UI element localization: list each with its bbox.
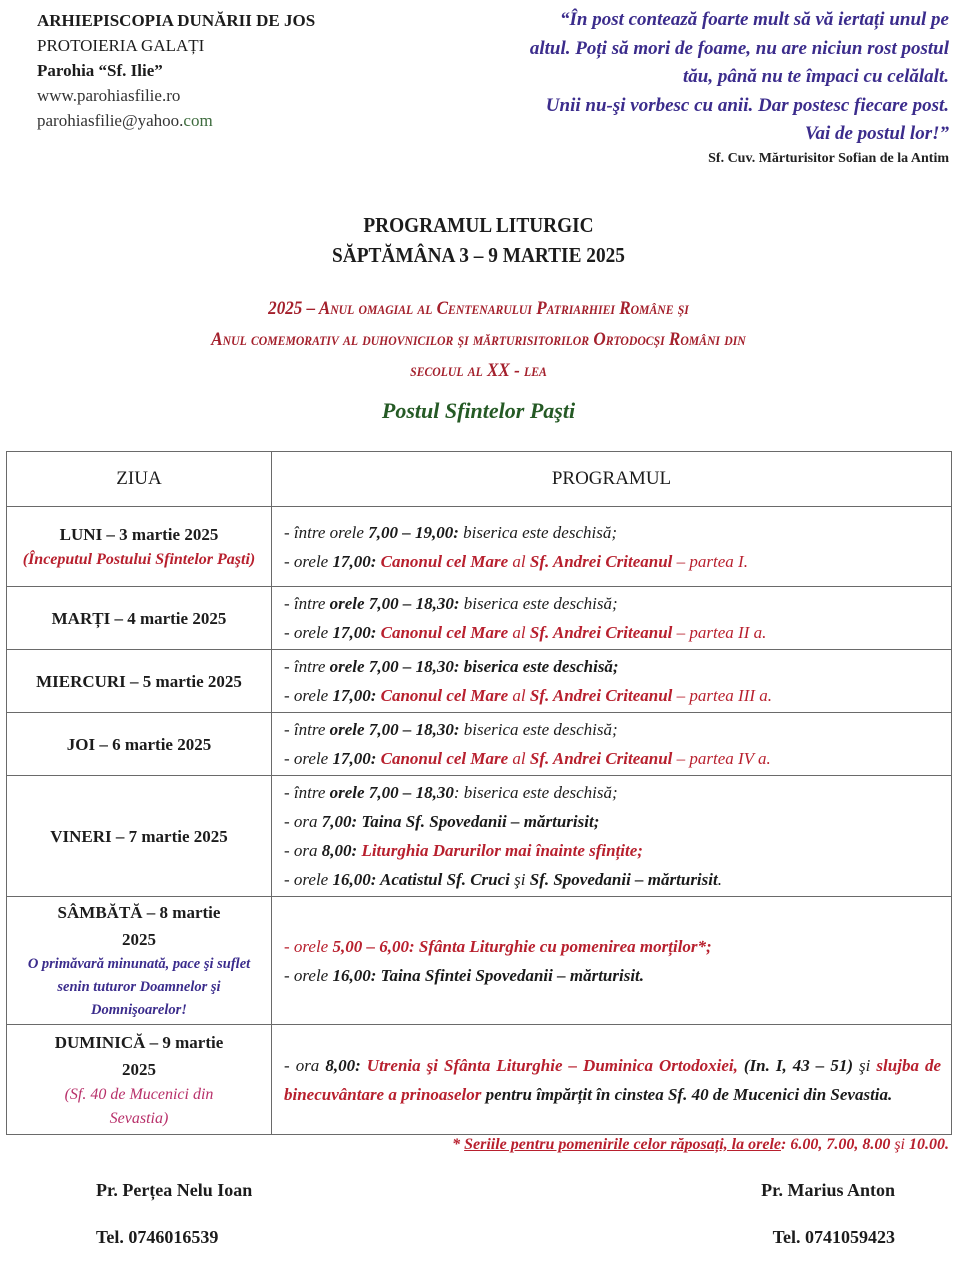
priest-name: Pr. Perțea Nelu Ioan [96,1180,253,1200]
program-text: - ora 8,00: Utrenia şi Sfânta Liturghie – Duminica Ortodoxiei, (In. I, 43 – 51) şi slujba de binecuvântare a prinoaselor pentru împărțit în cinstea Sf. 40 de Mucenici din Sevastia. [284,1055,942,1104]
program-line: - orele 17,00: Canonul cel Mare al Sf. Andrei Criteanul – partea IV a. [284,749,771,768]
table-row [7,713,952,776]
day-cell [7,587,272,650]
day-note: (Sf. 40 de Mucenici din Sevastia) [64,1085,214,1127]
program-cell [272,897,952,1025]
footnote-underlined: Seriile pentru pomenirile celor răposați, la orele [464,1136,781,1153]
program-cell [272,776,952,897]
page-title [38,210,918,270]
deanery-name: PROTOIERIA GALAȚI [37,36,205,55]
quote-text [424,6,949,149]
table-row [7,1025,952,1135]
quote-line: “În post contează foarte mult să vă iertați unul pe [559,9,949,30]
program-line: - orele 16,00: Acatistul Sf. Cruci şi Sf. Spovedanii – mărturisit. [284,870,722,889]
quote-line: Unii nu-şi vorbesc cu anii. Dar postesc fiecare post. [545,94,949,116]
program-line: - orele 17,00: Canonul cel Mare al Sf. Andrei Criteanul – partea II a. [284,623,767,642]
subtitle-line-2: Anul comemorativ al duhovnicilor şi mărturisitorilor Ortodocşi Români din [211,329,746,350]
table-row [7,776,952,897]
table-row [7,507,952,587]
table-header-row [7,452,952,507]
day-label: LUNI – 3 martie 2025 [59,525,219,544]
day-cell [7,897,272,1025]
quote-line: altul. Poți să mori de foame, nu are niciun rost postul [529,37,949,59]
program-line: - orele 16,00: Taina Sfintei Spovedanii – mărturisit. [284,965,645,985]
day-label: JOI – 6 martie 2025 [66,734,212,754]
archdiocese-name: ARHIEPISCOPIA DUNĂRII DE JOS [37,11,316,30]
season-heading: Postul Sfintelor Paşti [381,398,576,423]
parish-name: Parohia “Sf. Ilie” [37,61,163,80]
program-cell [272,713,952,776]
header-day: ZIUA [7,452,272,507]
program-line: - ora 8,00: Liturghia Darurilor mai înainte sfințite; [284,841,643,860]
day-cell [7,650,272,713]
program-line: - între orele 7,00 – 19,00: biserica este deschisă; [284,522,618,542]
day-cell [7,1025,272,1135]
title-line-1: PROGRAMUL LITURGIC [363,213,594,237]
subtitle-line-3: secolul al XX - lea [410,360,547,381]
quote-line: tău, până nu te împaci cu celălalt. [682,66,949,87]
email-link[interactable] [37,108,315,133]
program-line: - între orele 7,00 – 18,30: biserica este deschisă; [284,783,618,802]
quote-author: Sf. Cuv. Mărturisitor Sofian de la Antim [708,150,949,166]
year-dedication [102,293,855,386]
program-cell [272,507,952,587]
quote-block [424,6,949,167]
table-row [7,587,952,650]
day-cell [7,713,272,776]
subtitle-line-1: 2025 – Anul omagial al Centenarului Patriarhiei Române şi [268,298,689,319]
day-label: SÂMBĂTĂ – 8 martie 2025 [57,903,221,949]
program-line: - între orele 7,00 – 18,30: biserica este deschisă; [284,594,618,613]
parish-header [37,8,315,133]
day-note: O primăvară minunată, pace şi suflet senin tuturor Doamnelor şi Domnişoarelor! [27,956,251,1018]
priest-name: Pr. Marius Anton [761,1180,895,1200]
program-line: - între orele 7,00 – 18,30: biserica este deschisă; [284,720,618,739]
day-label: MARȚI – 4 martie 2025 [51,608,227,628]
header-program: PROGRAMUL [272,452,952,507]
day-label: VINERI – 7 martie 2025 [50,826,228,846]
table-row [7,650,952,713]
title-line-2: SĂPTĂMÂNA 3 – 9 MARTIE 2025 [332,243,625,267]
program-cell [272,1025,952,1135]
footnote: * Seriile pentru pomenirile celor răposați, la orele: 6.00, 7.00, 8.00 şi 10.00. [452,1136,949,1153]
day-label: DUMINICĂ – 9 martie 2025 [54,1032,224,1079]
day-note: (Începutul Postului Sfintelor Paşti) [22,551,256,568]
program-line: - orele 17,00: Canonul cel Mare al Sf. Andrei Criteanul – partea III a. [284,686,773,705]
day-cell [7,507,272,587]
schedule-table [6,451,952,1135]
email-tld: com [183,111,213,130]
quote-line: Vai de postul lor!” [804,123,949,144]
day-cell [7,776,272,897]
program-line: - orele 5,00 – 6,00: Sfânta Liturghie cu pomenirea morților*; [284,936,712,956]
table-row [7,897,952,1025]
priest-phone[interactable]: Tel. 0746016539 [96,1227,219,1247]
program-line: - orele 17,00: Canonul cel Mare al Sf. Andrei Criteanul – partea I. [284,551,748,571]
program-line: - ora 7,00: Taina Sf. Spovedanii – mărturisit; [284,812,600,831]
priest-phone[interactable]: Tel. 0741059423 [772,1227,895,1247]
program-line: - între orele 7,00 – 18,30: biserica este deschisă; [284,657,619,676]
program-cell [272,587,952,650]
program-cell [272,650,952,713]
email-user: parohiasfilie@yahoo. [37,111,184,130]
website-link[interactable]: www.parohiasfilie.ro [37,86,181,105]
day-label: MIERCURI – 5 martie 2025 [36,671,242,691]
